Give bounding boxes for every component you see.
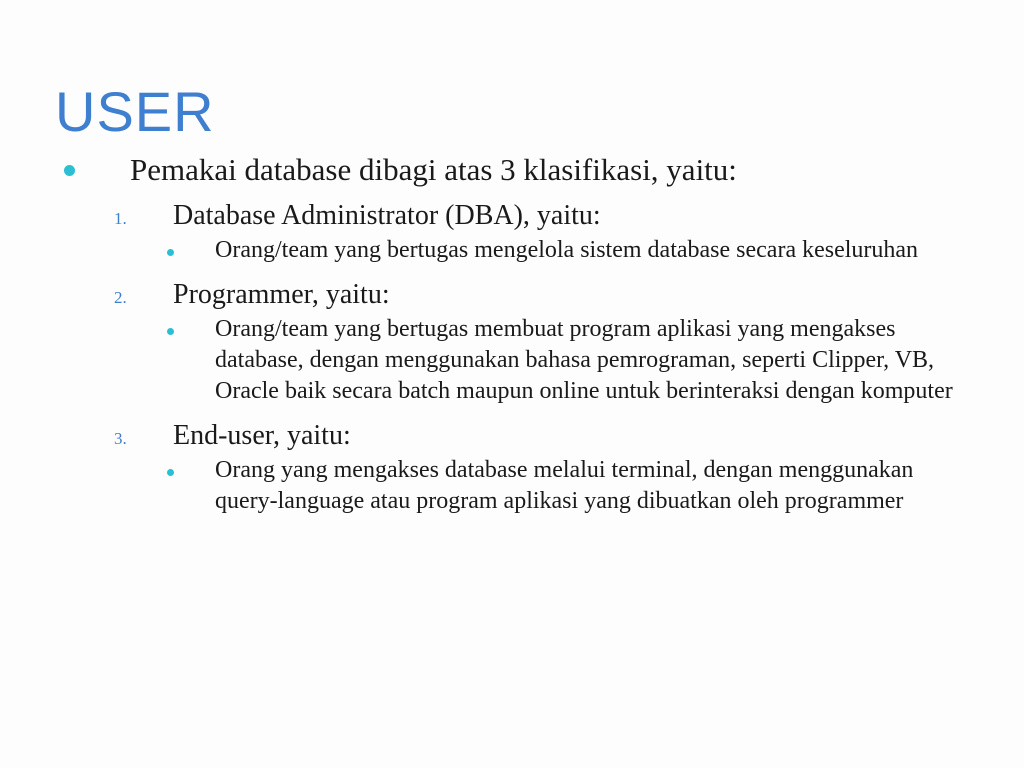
item-number: 1. (114, 209, 127, 228)
item-detail (0, 314, 1024, 407)
slide-title: USER (55, 80, 215, 143)
item-number: 3. (114, 429, 127, 448)
item-detail-text: Orang/team yang bertugas mengelola sistem database secara keseluruhan (215, 237, 919, 263)
item-detail-text: Orang/team yang bertugas membuat program aplikasi yang mengakses database, dengan menggunakan bahasa pemrograman, seperti Clipper, VB, Oracle baik secara batch maupun online untuk berinteraksi dengan komputer (215, 316, 953, 404)
sub-bullet-dot-icon (167, 328, 174, 335)
main-point-text: Pemakai database dibagi atas 3 klasifikasi, yaitu: (130, 152, 737, 187)
item-detail-text: Orang yang mengakses database melalui terminal, dengan menggunakan query-language atau program aplikasi yang dibuatkan oleh programmer (215, 457, 914, 514)
list-item (0, 276, 1024, 407)
bullet-dot-icon (64, 165, 75, 176)
list-item (0, 417, 1024, 517)
item-number: 2. (114, 288, 127, 307)
main-point (0, 150, 1024, 190)
item-heading: End-user, yaitu: (173, 420, 351, 451)
sub-bullet-dot-icon (167, 249, 174, 256)
item-heading: Programmer, yaitu: (173, 279, 390, 310)
item-detail (0, 235, 1024, 266)
sub-bullet-dot-icon (167, 469, 174, 476)
item-heading: Database Administrator (DBA), yaitu: (173, 200, 601, 231)
list-item (0, 197, 1024, 266)
classification-list (0, 197, 1024, 517)
item-detail (0, 455, 1024, 517)
